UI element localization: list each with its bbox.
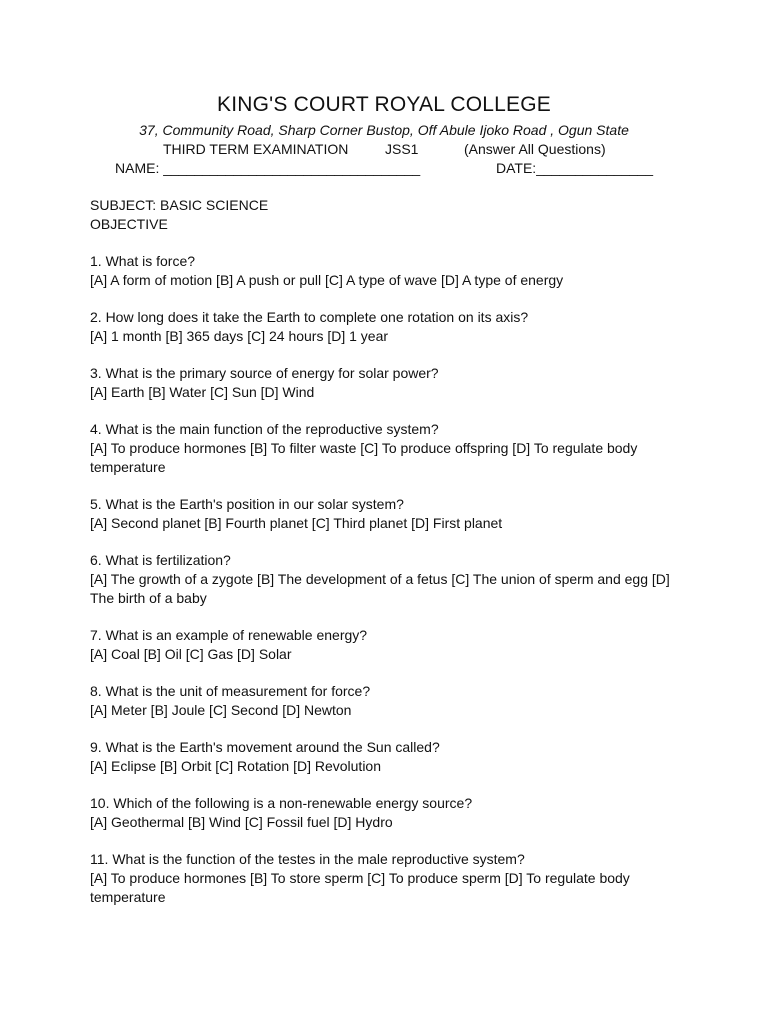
question-item bbox=[90, 495, 680, 533]
question-item bbox=[90, 738, 680, 776]
section-spacer bbox=[90, 234, 680, 252]
class-label: JSS1 bbox=[385, 141, 419, 157]
question-options: [A] Earth [B] Water [C] Sun [D] Wind bbox=[90, 384, 315, 400]
question-text: 7. What is an example of renewable energy? bbox=[90, 627, 368, 643]
question-text: 4. What is the main function of the reproductive system? bbox=[90, 421, 439, 437]
question-text: 2. How long does it take the Earth to complete one rotation on its axis? bbox=[90, 309, 529, 325]
date-field: DATE:_______________ bbox=[496, 160, 653, 176]
question-text: 3. What is the primary source of energy for solar power? bbox=[90, 365, 439, 381]
question-text: 1. What is force? bbox=[90, 253, 196, 269]
school-name: KING'S COURT ROYAL COLLEGE bbox=[216, 93, 552, 116]
section-title: OBJECTIVE bbox=[90, 216, 168, 232]
question-text: 8. What is the unit of measurement for force? bbox=[90, 683, 371, 699]
question-item bbox=[90, 794, 680, 832]
question-options: [A] To produce hormones [B] To store sperm [C] To produce sperm [D] To regulate body temperature bbox=[90, 870, 630, 905]
name-field: NAME: _________________________________ bbox=[115, 160, 421, 176]
student-info-line bbox=[0, 160, 768, 178]
school-address: 37, Community Road, Sharp Corner Bustop, Off Abule Ijoko Road , Ogun State bbox=[139, 122, 629, 138]
question-options: [A] 1 month [B] 365 days [C] 24 hours [D] 1 year bbox=[90, 328, 389, 344]
exam-instruction: (Answer All Questions) bbox=[464, 141, 606, 157]
question-text: 11. What is the function of the testes in the male reproductive system? bbox=[90, 851, 525, 867]
question-item bbox=[90, 551, 680, 608]
question-options: [A] To produce hormones [B] To filter waste [C] To produce offspring [D] To regulate body temperature bbox=[90, 440, 638, 475]
question-options: [A] Coal [B] Oil [C] Gas [D] Solar bbox=[90, 646, 292, 662]
exam-info-line bbox=[0, 141, 768, 159]
question-item bbox=[90, 364, 680, 402]
question-options: [A] Eclipse [B] Orbit [C] Rotation [D] Revolution bbox=[90, 758, 382, 774]
question-item bbox=[90, 682, 680, 720]
question-item bbox=[90, 626, 680, 664]
question-options: [A] Second planet [B] Fourth planet [C] Third planet [D] First planet bbox=[90, 515, 503, 531]
question-options: [A] The growth of a zygote [B] The development of a fetus [C] The union of sperm and egg [D] The birth of a baby bbox=[90, 571, 670, 606]
question-options: [A] Meter [B] Joule [C] Second [D] Newton bbox=[90, 702, 352, 718]
question-text: 9. What is the Earth's movement around the Sun called? bbox=[90, 739, 440, 755]
question-options: [A] A form of motion [B] A push or pull [C] A type of wave [D] A type of energy bbox=[90, 272, 564, 288]
question-options: [A] Geothermal [B] Wind [C] Fossil fuel [D] Hydro bbox=[90, 814, 393, 830]
exam-term: THIRD TERM EXAMINATION bbox=[163, 141, 349, 157]
question-item bbox=[90, 308, 680, 346]
subject-title: SUBJECT: BASIC SCIENCE bbox=[90, 197, 269, 213]
exam-content bbox=[90, 196, 680, 925]
question-text: 5. What is the Earth's position in our solar system? bbox=[90, 496, 404, 512]
question-text: 10. Which of the following is a non-renewable energy source? bbox=[90, 795, 473, 811]
question-item bbox=[90, 252, 680, 290]
question-text: 6. What is fertilization? bbox=[90, 552, 231, 568]
question-item bbox=[90, 850, 680, 907]
question-item bbox=[90, 420, 680, 477]
